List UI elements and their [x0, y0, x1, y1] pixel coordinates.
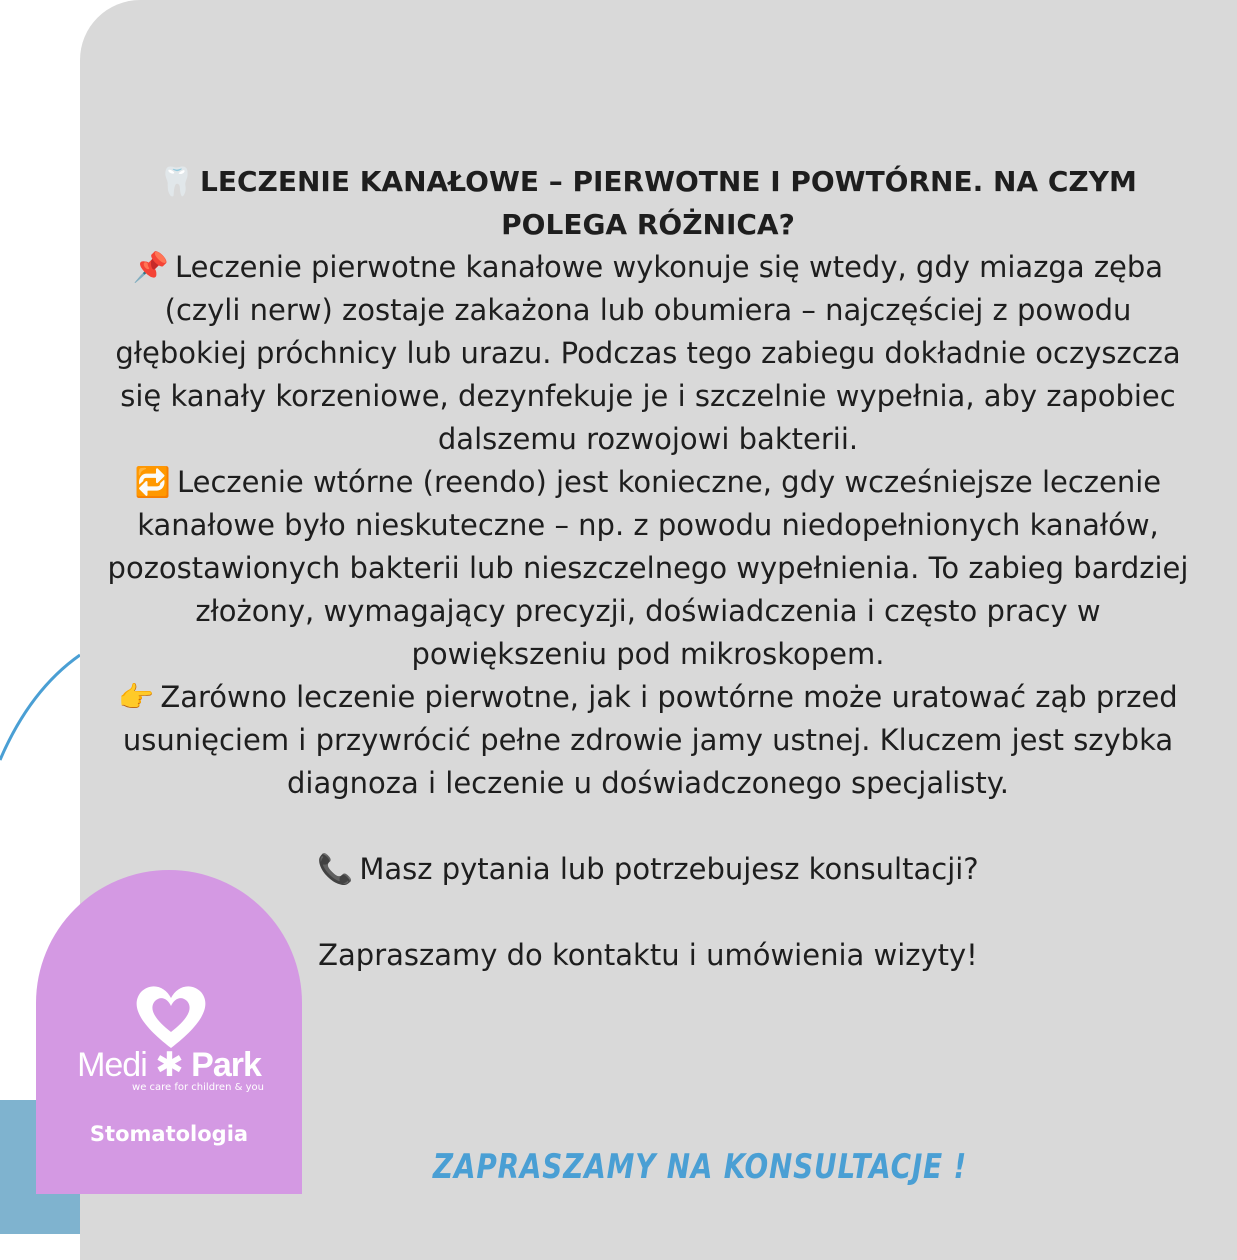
department-label: Stomatologia — [89, 1122, 249, 1146]
medipark-logo-badge — [36, 870, 302, 1194]
heart-logo-icon — [131, 982, 211, 1052]
cta-banner: ZAPRASZAMY NA KONSULTACJE ! — [432, 1147, 968, 1187]
phone-icon: 📞 — [317, 852, 354, 886]
pointing-hand-icon: 👉 — [118, 680, 155, 714]
post-title: 🦷 LECZENIE KANAŁOWE – PIERWOTNE I POWTÓRNE. NA CZYM POLEGA RÓŻNICA? — [100, 160, 1196, 246]
brand-tagline: we care for children & you — [132, 1082, 264, 1093]
question-line: 📞 Masz pytania lub potrzebujesz konsultacji? — [100, 848, 1196, 891]
invite-line: Zapraszamy do kontaktu i umówienia wizyty! — [318, 938, 978, 972]
post-text — [100, 160, 1196, 977]
tooth-icon: 🦷 — [159, 165, 195, 198]
repeat-icon: 🔁 — [134, 465, 171, 499]
paragraph-primary-treatment: 📌 Leczenie pierwotne kanałowe wykonuje się wtedy, gdy miazga zęba (czyli nerw) zostaje zakażona lub obumiera – najczęściej z powodu głębokiej próchnicy lub urazu. Podczas tego zabiegu dokładnie oczyszcza się kanały korzeniowe, dezynfekuje je i szczelnie wypełnia, aby zapobiec dalszemu rozwojowi bakterii. — [100, 246, 1196, 461]
paragraph-summary: 👉 Zarówno leczenie pierwotne, jak i powtórne może uratować ząb przed usunięciem i przywrócić pełne zdrowie jamy ustnej. Kluczem jest szybka diagnoza i leczenie u doświadczonego specjalisty. — [100, 676, 1196, 805]
pin-icon: 📌 — [132, 250, 170, 284]
paragraph-retreatment: 🔁 Leczenie wtórne (reendo) jest konieczne, gdy wcześniejsze leczenie kanałowe było nieskuteczne – np. z powodu niedopełnionych kanałów, pozostawionych bakterii lub nieszczelnego wypełnienia. To zabieg bardziej złożony, wymagający precyzji, doświadczenia i często pracy w powiększeniu pod mikroskopem. — [100, 461, 1196, 676]
brand-name: Medi ✱ Park — [77, 1046, 261, 1084]
